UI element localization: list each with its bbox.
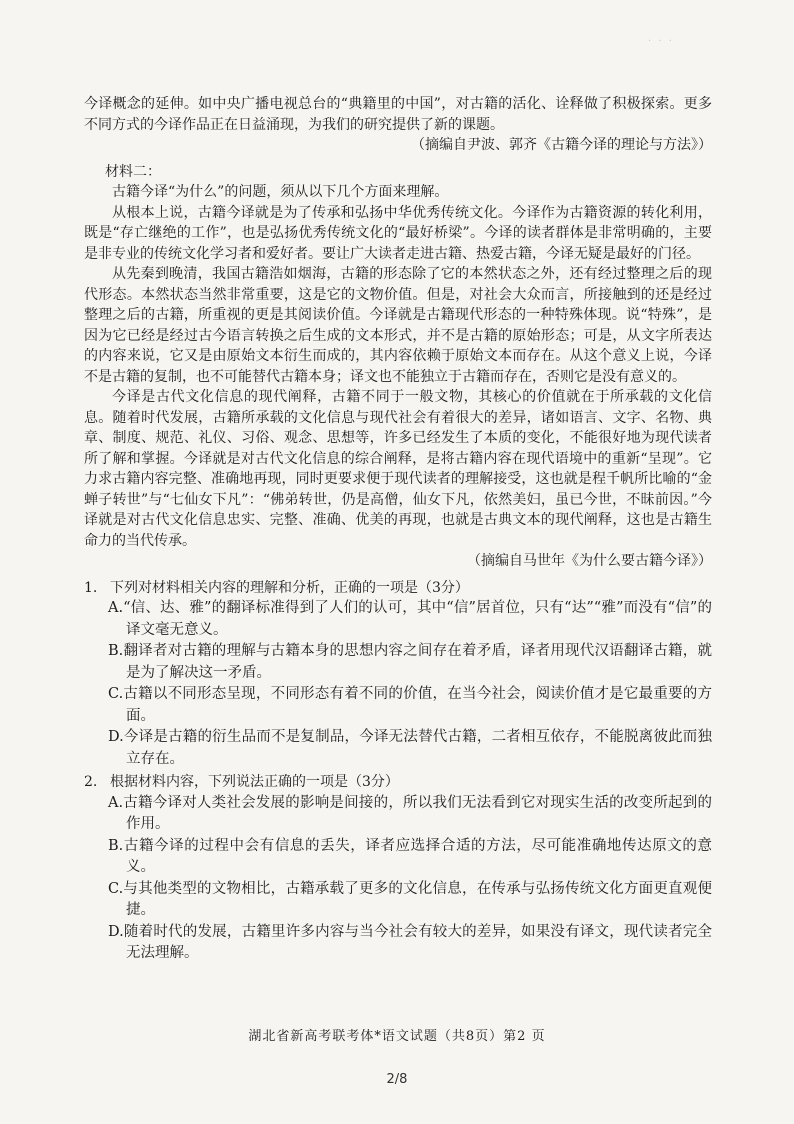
material-2-paragraph-4: 今译是古代文化信息的现代阐释，古籍不同于一般文物，其核心的价值就在于所承载的文化信息。随着时代发展，古籍所承载的文化信息与现代社会有着很大的差异，诸如语言、文字、名物、典章、制度、规范、礼仪、习俗、观念、思想等，许多已经发生了本质的变化，不能很好地为现代读者所了解和掌握。今译就是对古代文化信息的综合阐释，是将古籍内容在现代语境中的重新“呈现”。它力求古籍内容完整、准确地再现，同时更要求便于现代读者的理解接受，这也就是程千帆所比喻的“金蝉子转世”与“七仙女下凡”：“佛弟转世，仍是高僧，仙女下凡，依然美妇，虽已今世，不昧前因。”今译就是对古代文化信息忠实、完整、准确、优美的再现，也就是古典文本的现代阐释，这也是古籍生命力的当代传承。: [84, 389, 712, 549]
question-1-number: 1.: [84, 579, 98, 596]
page-footer: 湖北省新高考联考体*语文试题（共8页）第2 页: [248, 1029, 546, 1044]
material-2-paragraph-2: 从根本上说，古籍今译就是为了传承和弘扬中华优秀传统文化。今译作为古籍资源的转化利用，既是“存亡继绝的工作”，也是弘扬优秀传统文化的“最好桥梁”。今译的读者群体是非常明确的，主要是非专业的传统文化学习者和爱好者。要让广大读者走进古籍、热爱古籍，今译无疑是最好的门径。: [84, 204, 712, 262]
question-1-option-c: C.古籍以不同形态呈现，不同形态有着不同的价值，在当今社会，阅读价值才是它最重要的方面。: [108, 686, 712, 724]
question-1-option-d: D.今译是古籍的衍生品而不是复制品，今译无法替代古籍，二者相互依存，不能脱离彼此而独立存在。: [108, 729, 712, 767]
material-2-heading: 材料二：: [105, 163, 161, 180]
page-indicator: 2/8: [386, 1072, 408, 1087]
source-citation-2: （摘编自马世年《为什么要古籍今译》）: [467, 553, 712, 569]
material-2-paragraph-3: 从先秦到晚清，我国古籍浩如烟海，古籍的形态除了它的本然状态之外，还有经过整理之后的现代形态。本然状态当然非常重要，这是它的文物价值。但是，对社会大众而言，所接触到的还是经过整理之后的古籍，所重视的更是其阅读价值。今译就是古籍现代形态的一种特殊体现。说“特殊”，是因为它已经是经过古今语言转换之后生成的文本形式，并不是古籍的原始形态；可是，从文字所表达的内容来说，它又是由原始文本衍生而成的，其内容依赖于原始文本而存在。从这个意义上说，今译不是古籍的复制，也不可能替代古籍本身；译文也不能独立于古籍而存在，否则它是没有意义的。: [84, 266, 712, 385]
document-body: [84, 94, 712, 965]
question-2-option-c: C.与其他类型的文物相比，古籍承载了更多的文化信息，在传承与弘扬传统文化方面更直观便捷。: [108, 880, 712, 918]
question-2-option-d: D.随着时代的发展，古籍里许多内容与当今社会有较大的差异，如果没有译文，现代读者完全无法理解。: [108, 923, 712, 961]
question-2-number: 2.: [84, 774, 98, 790]
intro-paragraph: 今译概念的延伸。如中央广播电视总台的“典籍里的中国”，对古籍的活化、诠释做了积极探索。更多不同方式的今译作品正在日益涌现，为我们的研究提供了新的课题。: [84, 96, 712, 133]
question-2-option-a: A.古籍今译对人类社会发展的影响是间接的，所以我们无法看到它对现实生活的改变所起到的作用。: [108, 794, 712, 832]
faint-corner-mark: · · ·: [648, 36, 674, 47]
question-2-option-b: B.古籍今译的过程中会有信息的丢失，译者应选择合适的方法，尽可能准确地传达原文的意义。: [108, 837, 712, 875]
question-1: [84, 578, 712, 771]
question-1-option-b: B.翻译者对古籍的理解与古籍本身的思想内容之间存在着矛盾，译者用现代汉语翻译古籍，就是为了解决这一矛盾。: [108, 643, 712, 681]
question-1-stem: 下列对材料相关内容的理解和分析，正确的一项是（3分）: [110, 579, 469, 596]
source-citation-1: （摘编自尹波、郭齐《古籍今译的理论与方法》）: [411, 137, 712, 153]
question-2: [84, 772, 712, 965]
question-2-stem: 根据材料内容，下列说法正确的一项是（3分）: [110, 774, 399, 790]
question-1-option-a: A.“信、达、雅”的翻译标准得到了人们的认可，其中“信”居首位，只有“达”“雅”而没有“信”的译文毫无意义。: [108, 600, 712, 638]
material-2-paragraph-1: 古籍今译“为什么”的问题，须从以下几个方面来理解。: [112, 184, 449, 200]
